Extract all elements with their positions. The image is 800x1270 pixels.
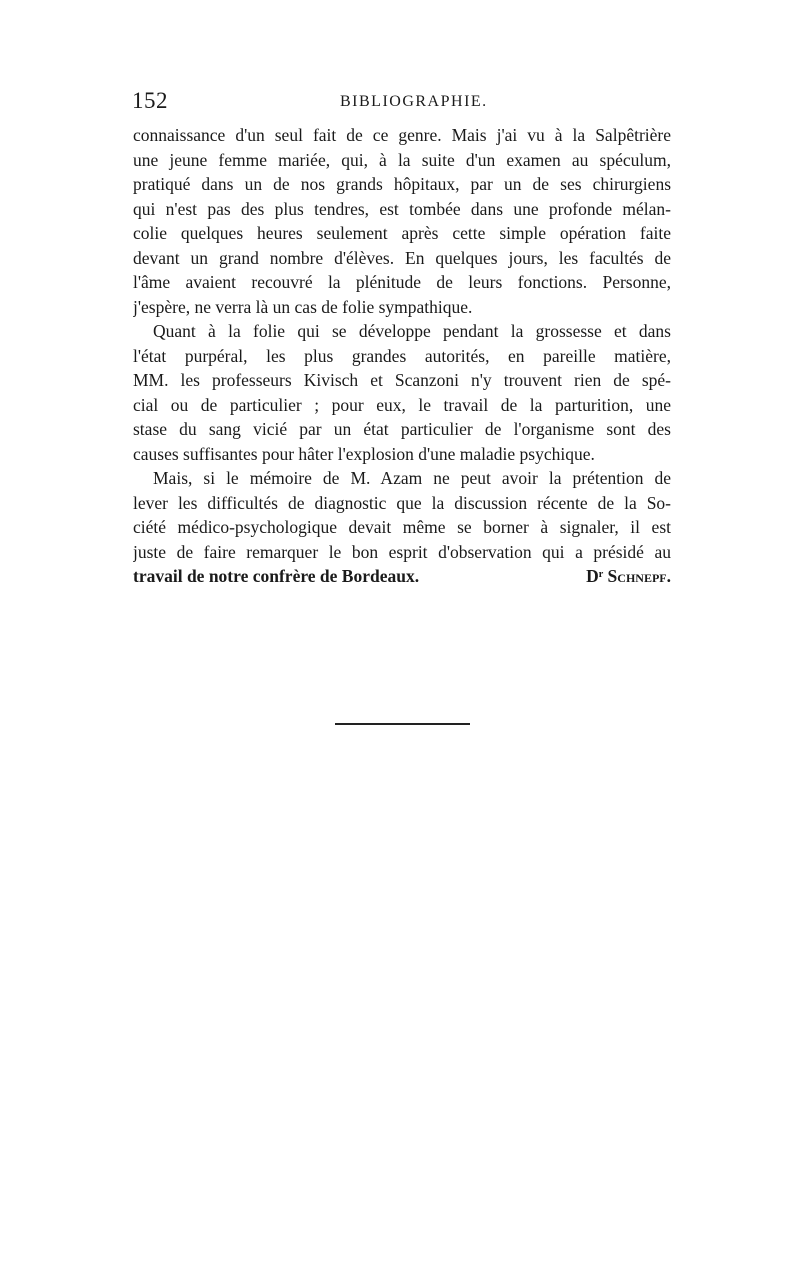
text-line: colie quelques heures seulement après cette simple opération faite xyxy=(133,223,671,243)
body-text xyxy=(133,123,671,589)
text-line: stase du sang vicié par un état particulier de l'organisme sont des xyxy=(133,419,671,439)
text-line: une jeune femme mariée, qui, à la suite d'un examen au spéculum, xyxy=(133,149,671,170)
text-line: devant un grand nombre d'élèves. En quelques jours, les facultés de xyxy=(133,247,671,268)
text-line: MM. les professeurs Kivisch et Scanzoni n'y trouvent rien de spé- xyxy=(133,370,671,390)
text-line: qui n'est pas des plus tendres, est tombée dans une profonde mélan- xyxy=(133,198,671,219)
text-line: juste de faire remarquer le bon esprit d'observation qui a présidé au xyxy=(133,541,671,562)
text-line: l'âme avaient recouvré la plénitude de leurs fonctions. Personne, xyxy=(133,272,671,292)
author-title: Dʳ xyxy=(586,566,604,586)
running-title: BIBLIOGRAPHIE. xyxy=(340,93,488,110)
running-head xyxy=(132,88,672,120)
closing-text: travail de notre confrère de Bordeaux. xyxy=(133,566,420,586)
text-line: lever les difficultés de diagnostic que la discussion récente de la So- xyxy=(133,492,671,513)
author-signature xyxy=(586,564,671,589)
text-line: pratiqué dans un de nos grands hôpitaux, par un de ses chirurgiens xyxy=(133,174,671,194)
text-line: j'espère, ne verra là un cas de folie sympathique. xyxy=(133,296,473,317)
text-line: Quant à la folie qui se développe pendant la grossesse et dans xyxy=(153,321,671,341)
page-number: 152 xyxy=(132,88,168,113)
text-line: ciété médico-psychologique devait même se borner à signaler, il est xyxy=(133,517,671,537)
text-line: connaissance d'un seul fait de ce genre. Mais j'ai vu à la Salpêtrière xyxy=(133,125,671,145)
section-divider xyxy=(335,723,470,725)
text-line: cial ou de particulier ; pour eux, le travail de la parturition, une xyxy=(133,394,671,415)
text-line: l'état purpéral, les plus grandes autorités, en pareille matière, xyxy=(133,345,671,366)
text-line: Mais, si le mémoire de M. Azam ne peut avoir la prétention de xyxy=(153,468,671,488)
text-line: causes suffisantes pour hâter l'explosion d'une maladie psychique. xyxy=(133,443,595,464)
signature-line xyxy=(133,564,671,589)
author-name: Schnepf. xyxy=(607,566,671,586)
